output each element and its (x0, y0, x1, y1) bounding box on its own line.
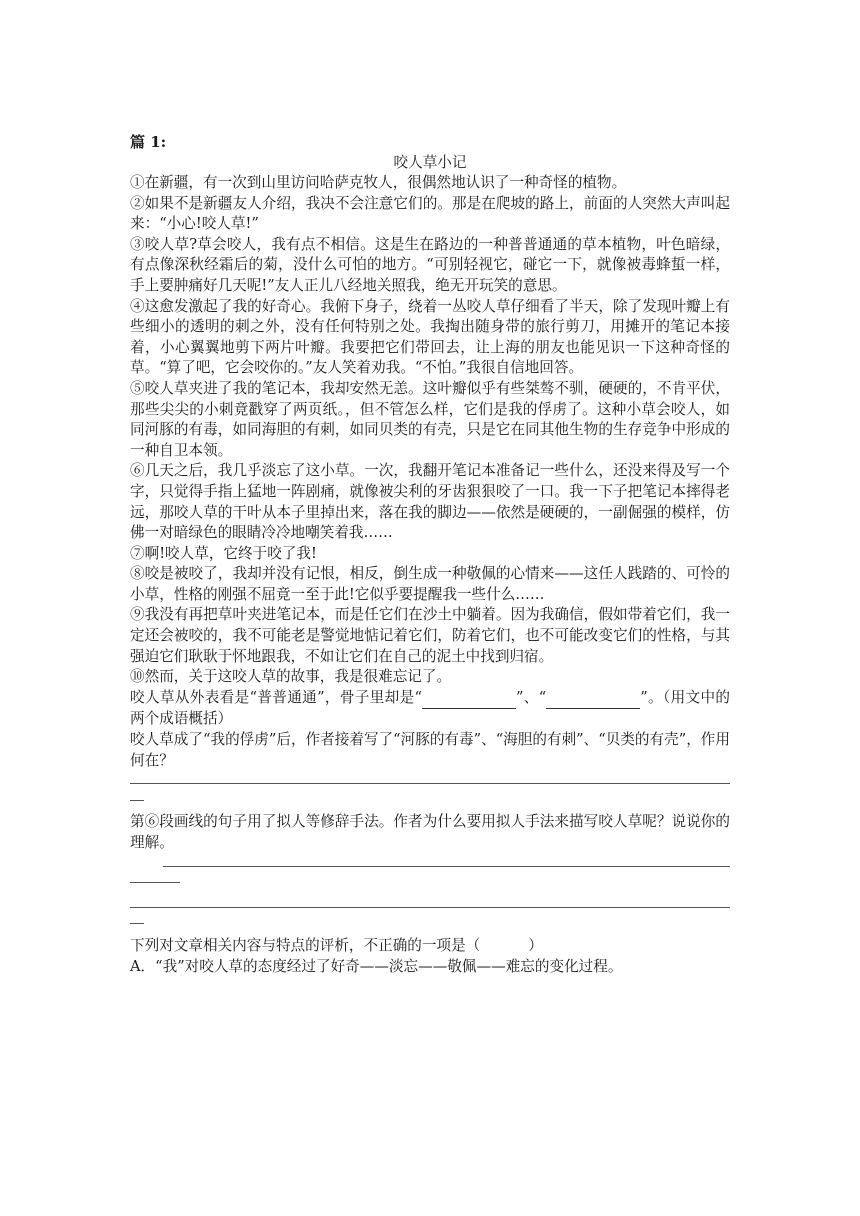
paragraph-4: ④这愈发激起了我的好奇心。我俯下身子，绕着一丛咬人草仔细看了半天，除了发现叶瓣上有些细小的透明的刺之外，没有任何特别之处。我掏出随身带的旅行剪刀，用摊开的笔记本接着，小心翼翼地剪下两片叶瓣。我要把它们带回去，让上海的朋友也能见识一下这种奇怪的草。“算了吧，它会咬你的。”友人笑着劝我。“不怕。”我很自信地回答。 (130, 297, 730, 377)
paragraph-7: ⑦啊!咬人草，它终于咬了我! (130, 544, 317, 562)
question-1 (130, 688, 730, 730)
question-1-text-a: 咬人草从外表看是“普普通通”，骨子里却是“ (130, 688, 422, 706)
paragraph-5: ⑤咬人草夹进了我的笔记本，我却安然无恙。这叶瓣似乎有些桀骜不驯，硬硬的，不肯平伏，那些尖尖的小刺竟戳穿了两页纸。，但不管怎么样，它们是我的俘虏了。这种小草会咬人，如同河豚的有毒，如同海胆的有刺，如同贝类的有壳，只是它在同其他生物的生存竞争中形成的一种自卫本领。 (130, 379, 730, 459)
article-body (130, 173, 730, 977)
paragraph-6: ⑥几天之后，我几乎淡忘了这小草。一次，我翻开笔记本准备记一些什么，还没来得及写一个字，只觉得手指上猛地一阵剧痛，就像被尖利的牙齿狠狠咬了一口。我一下子把笔记本摔得老远，那咬人草的干叶从本子里掉出来，落在我的脚边——依然是硬硬的，一副倔强的模样，仿佛一对暗绿色的眼睛冷冷地嘲笑着我…… (130, 462, 730, 542)
answer-line-q3-2[interactable] (130, 895, 730, 916)
question-1-text-b: ”、“ (515, 688, 547, 706)
section-heading: 篇 1: (130, 133, 167, 151)
answer-choice-space[interactable] (480, 936, 528, 957)
answer-line-q3-1-continuation (130, 874, 730, 895)
question-2: 咬人草成了“我的俘虏”后，作者接着写了“河豚的有毒”、“海胆的有刺”、“贝类的有壳”，作用何在？ (130, 731, 730, 769)
answer-line-q3-2-continuation (130, 915, 730, 936)
question-4-stem: 下列对文章相关内容与特点的评析，不正确的一项是（ (130, 936, 481, 954)
paragraph-10: ⑩然而，关于这咬人草的故事，我是很难忘记了。 (130, 668, 452, 686)
answer-blank-2[interactable] (546, 688, 640, 710)
paragraph-3: ③咬人草?草会咬人，我有点不相信。这是生在路边的一种普普通通的草本植物，叶色暗绿，有点像深秋经霜后的菊，没什么可怕的地方。“可别轻视它，碰它一下，就像被毒蜂蜇一样，手上要肿痛好几天呢!”友人正儿八经地关照我，绝无开玩笑的意思。 (130, 235, 730, 294)
answer-blank-1[interactable] (422, 688, 516, 710)
question-3: 第⑥段画线的句子用了拟人等修辞手法。作者为什么要用拟人手法来描写咬人草呢？说说你的理解。 (130, 813, 730, 851)
question-4-paren-close: ） (528, 936, 543, 954)
article-title: 咬人草小记 (393, 154, 467, 171)
option-a: A．“我”对咬人草的态度经过了好奇——淡忘——敬佩——难忘的变化过程。 (130, 957, 623, 975)
paragraph-2: ②如果不是新疆友人介绍，我决不会注意它们的。那是在爬坡的路上，前面的人突然大声叫起来：“小心!咬人草!” (130, 194, 730, 233)
question-4 (130, 936, 730, 957)
answer-line-q3-1[interactable] (130, 854, 730, 875)
question-1-text-c: ”。（用文中的两个成语概括） (130, 688, 730, 728)
answer-line-q2[interactable] (130, 771, 730, 792)
answer-line-q2-continuation (130, 792, 730, 813)
paragraph-1: ①在新疆，有一次到山里访问哈萨克牧人，很偶然地认识了一种奇怪的植物。 (130, 174, 627, 191)
paragraph-8: ⑧咬是被咬了，我却并没有记恨，相反，倒生成一种敬佩的心情来——这任人践踏的、可怜的小草，性格的刚强不屈竟一至于此!它似乎要提醒我一些什么…… (130, 565, 730, 603)
paragraph-9: ⑨我没有再把草叶夹进笔记本，而是任它们在沙土中躺着。因为我确信，假如带着它们，我一定还会被咬的，我不可能老是警觉地惦记着它们，防着它们，也不可能改变它们的性格，与其强迫它们耿耿于怀地跟我，不如让它们在自己的泥土中找到归宿。 (130, 606, 730, 665)
